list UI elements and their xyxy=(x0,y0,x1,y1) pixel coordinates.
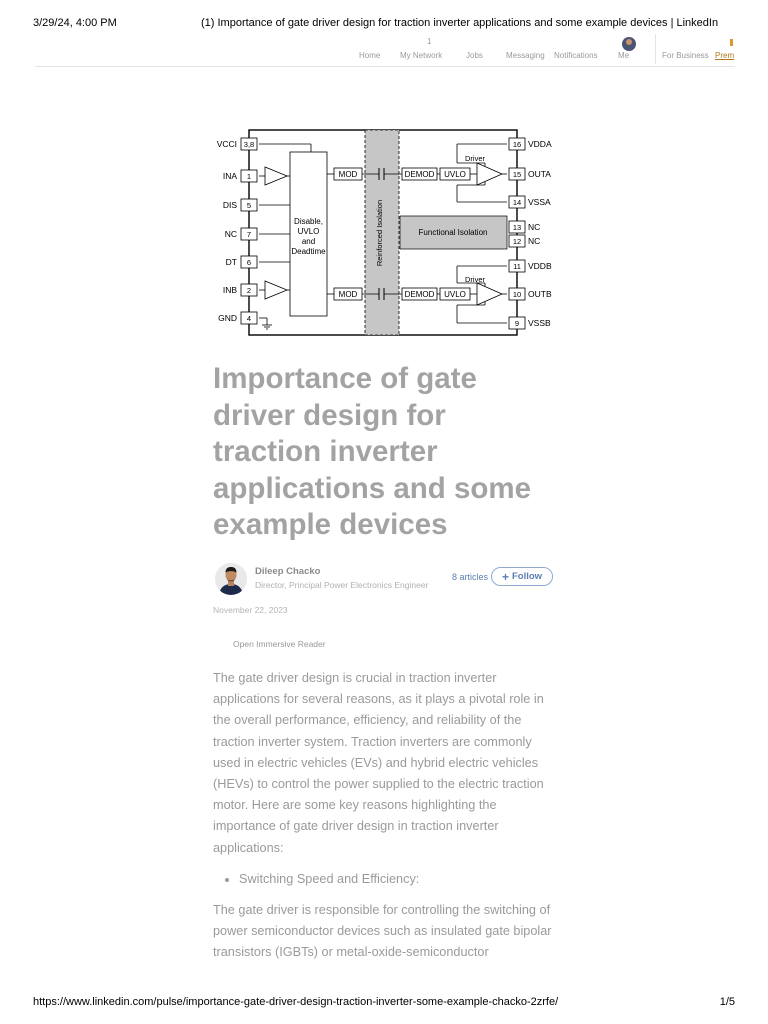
mod-label-a: MOD xyxy=(338,170,358,179)
pin-num-ina: 1 xyxy=(246,172,252,181)
author-photo-icon xyxy=(215,563,247,595)
print-page-title: (1) Importance of gate driver design for traction inverter applications and some example devices | LinkedIn xyxy=(201,17,719,29)
pin-name-outb: OUTB xyxy=(528,289,552,299)
print-datetime: 3/29/24, 4:00 PM xyxy=(33,17,117,29)
nav-notifications[interactable]: Notifications xyxy=(554,51,598,60)
demod-label-b: DEMOD xyxy=(404,290,435,299)
follow-button-label: Follow xyxy=(511,571,543,582)
linkedin-navbar xyxy=(35,34,735,67)
uvlo-label-a: UVLO xyxy=(444,170,466,179)
pin-name-vdda: VDDA xyxy=(528,139,552,149)
nav-home[interactable]: Home xyxy=(359,51,381,60)
article-bullet-list xyxy=(213,869,419,890)
uvlo-label-b: UVLO xyxy=(444,290,466,299)
nav-messaging[interactable]: Messaging xyxy=(506,51,545,60)
pin-num-dis: 5 xyxy=(246,201,252,210)
pin-name-gnd: GND xyxy=(218,313,237,323)
article-paragraph-1: The gate driver design is crucial in traction inverter applications for several reasons, as it plays a pivotal role in the overall performance, efficiency, and reliability of the traction inverter system. Traction inverters are commonly used in electric vehicles (EVs) and hybrid electric vehicles (HEVs) to control the power supplied to the electric traction motor. Here are some key reasons highlighting the importance of gate driver design in traction inverter applications: xyxy=(213,671,544,855)
mod-label-b: MOD xyxy=(338,290,358,299)
reinforced-isolation-label: Reinforced Isolation xyxy=(375,199,384,267)
nav-me-avatar[interactable] xyxy=(622,37,636,51)
pin-num-outb: 10 xyxy=(512,290,522,299)
logic-block-line-3: and xyxy=(301,237,316,246)
pin-name-nc12: NC xyxy=(528,236,541,246)
pin-num-nc13: 13 xyxy=(512,223,522,232)
logic-block-line-1: Disable, xyxy=(294,217,323,226)
pin-name-outa: OUTA xyxy=(528,169,551,179)
open-immersive-reader-link[interactable]: Open Immersive Reader xyxy=(233,639,326,649)
pin-num-nc12: 12 xyxy=(512,237,522,246)
print-url: https://www.linkedin.com/pulse/importance-gate-driver-design-traction-inverter-some-example-chacko-2zrfe/ xyxy=(33,996,559,1008)
logic-block-line-4: Deadtime xyxy=(291,247,326,256)
author-avatar[interactable] xyxy=(215,563,247,595)
pin-name-dt: DT xyxy=(225,257,237,267)
nav-me[interactable]: Me xyxy=(618,51,630,60)
functional-isolation-label: Functional Isolation xyxy=(418,228,488,237)
pin-num-dt: 6 xyxy=(246,258,252,267)
nav-my-network[interactable]: My Network xyxy=(400,51,443,60)
premium-icon xyxy=(730,39,733,46)
nav-premium[interactable]: Prem xyxy=(715,51,735,60)
pin-name-nc13: NC xyxy=(528,222,541,232)
pin-name-nc: NC xyxy=(224,229,237,239)
list-item: • Switching Speed and Efficiency: xyxy=(239,869,419,890)
driver-label-a: Driver xyxy=(465,154,485,163)
nav-divider xyxy=(655,34,656,64)
pin-name-vcci: VCCI xyxy=(216,139,237,149)
publish-date: November 22, 2023 xyxy=(213,605,288,615)
print-page-number: 1/5 xyxy=(719,996,735,1008)
pin-num-nc: 7 xyxy=(246,230,252,239)
follow-button[interactable] xyxy=(491,567,553,586)
pin-num-vssa: 14 xyxy=(512,198,522,207)
pin-name-dis: DIS xyxy=(222,200,237,210)
logic-block-line-2: UVLO xyxy=(297,227,320,236)
pin-name-vddb: VDDB xyxy=(528,261,552,271)
print-header xyxy=(33,17,735,31)
pin-num-vdda: 16 xyxy=(512,140,522,149)
pin-num-vddb: 11 xyxy=(513,262,521,271)
demod-label-a: DEMOD xyxy=(404,170,435,179)
nav-jobs[interactable]: Jobs xyxy=(466,51,483,60)
pin-name-vssb: VSSB xyxy=(528,318,551,328)
pin-name-ina: INA xyxy=(222,171,237,181)
author-articles-link[interactable]: 8 articles xyxy=(452,572,489,582)
pin-num-gnd: 4 xyxy=(246,314,252,323)
article-paragraph-2: The gate driver is responsible for controlling the switching of power semiconductor devices such as insulated gate bipolar transistors (IGBTs) or metal-oxide-semiconductor xyxy=(213,903,552,960)
pin-name-inb: INB xyxy=(222,285,237,295)
article-headline: Importance of gate driver design for traction inverter applications and some example devices xyxy=(213,362,532,541)
nav-for-business[interactable]: For Business xyxy=(662,51,709,60)
notification-count-badge: 1 xyxy=(427,37,432,46)
article-cover-diagram xyxy=(213,128,553,340)
author-name-link[interactable]: Dileep Chacko xyxy=(255,566,321,577)
pin-num-vcci: 3,8 xyxy=(243,140,255,149)
pin-num-outa: 15 xyxy=(512,170,522,179)
driver-label-b: Driver xyxy=(465,275,485,284)
pin-num-inb: 2 xyxy=(246,286,252,295)
pin-name-vssa: VSSA xyxy=(528,197,551,207)
plus-icon: + xyxy=(501,569,509,584)
author-headline: Director, Principal Power Electronics Engineer xyxy=(255,580,429,590)
pin-num-vssb: 9 xyxy=(514,319,520,328)
